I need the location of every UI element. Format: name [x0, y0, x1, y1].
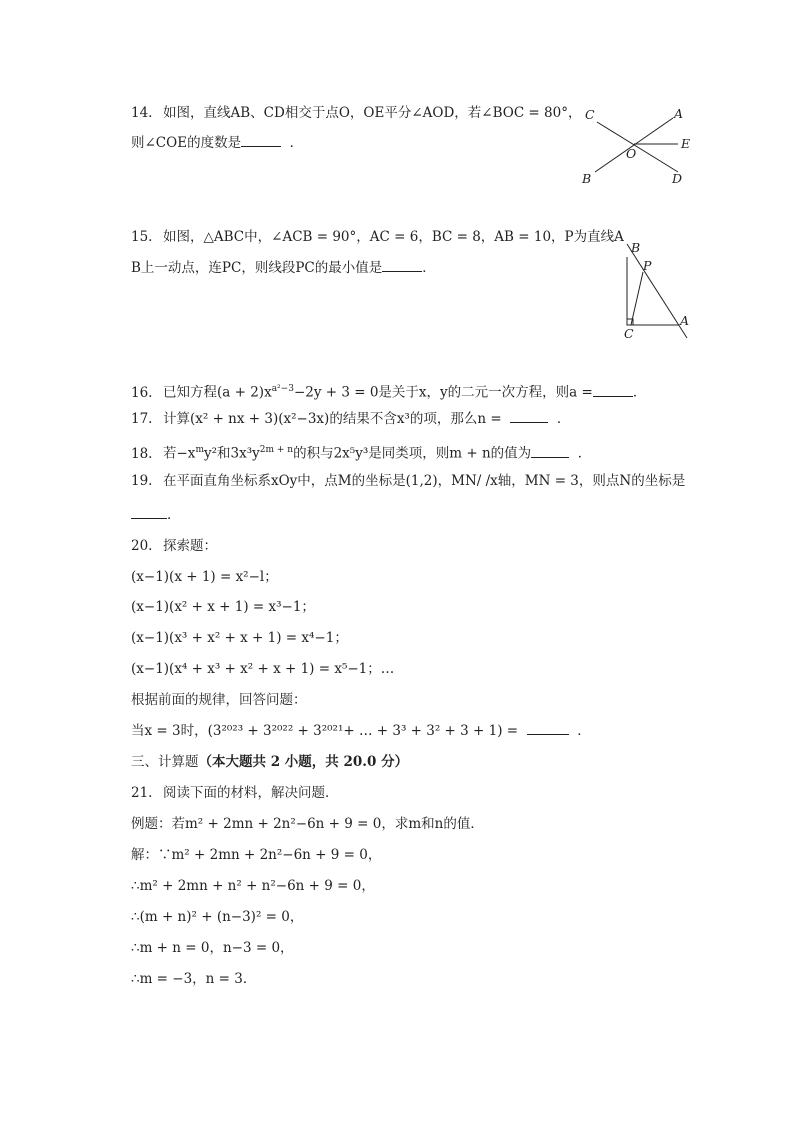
solution-step-1: 解：∵m² + 2mn + 2n²−6n + 9 = 0，	[131, 847, 382, 863]
question-text: 在平面直角坐标系xOy中，点M的坐标是(1,2)，MN/ /x轴，MN = 3，则点N的坐标是	[163, 473, 686, 489]
line-cd	[597, 122, 678, 172]
punctuation: ．	[422, 260, 436, 276]
answer-blank	[382, 259, 422, 272]
question-18	[131, 441, 591, 463]
equation-2: (x−1)(x² + x + 1) = x³−1；	[131, 599, 315, 615]
question-text: 计算(x² + nx + 3)(x²−3x)的结果不含x³的项，那么n =	[163, 411, 502, 427]
question-15-line2	[131, 259, 436, 277]
label-c: C	[624, 326, 634, 341]
line-ab	[627, 244, 690, 338]
punctuation: ．	[577, 723, 591, 739]
question-text: −2y + 3 = 0是关于x，y的二元一次方程，则a =	[293, 384, 593, 401]
question-number: 19.	[131, 473, 153, 489]
question-text: 则∠COE的度数是	[131, 135, 242, 151]
exponent: m	[195, 445, 204, 455]
question-number: 18.	[131, 445, 153, 462]
question-19-line1	[131, 472, 685, 490]
question-16	[131, 380, 646, 402]
question-20-title	[131, 537, 217, 555]
question-number: 20.	[131, 538, 153, 554]
answer-blank	[131, 506, 167, 519]
equation-4: (x−1)(x⁴ + x³ + x² + x + 1) = x⁵−1；…	[131, 661, 395, 677]
question-15-line1	[131, 228, 624, 246]
question-17	[131, 410, 570, 428]
question-text: 探索题：	[163, 538, 217, 554]
figure-intersecting-lines	[570, 100, 700, 190]
question-21-intro	[131, 784, 339, 802]
label-b: B	[582, 171, 592, 186]
punctuation: ．	[632, 384, 647, 401]
exponent: a²−3	[271, 384, 294, 394]
line-ab	[595, 118, 673, 172]
question-text: 如图，直线AB、CD相交于点O，OE平分∠AOD，若∠BOC = 80°，	[163, 105, 582, 121]
solution-step-3: ∴(m + n)² + (n−3)² = 0，	[131, 909, 304, 925]
punctuation: ．	[577, 445, 592, 462]
question-text: B上一动点，连PC，则线段PC的最小值是	[131, 260, 383, 276]
label-c: C	[585, 107, 595, 122]
question-number: 16.	[131, 384, 153, 401]
segment-pc	[631, 272, 643, 325]
example-text: 例题：若m² + 2mn + 2n²−6n + 9 = 0，求m和n的值．	[131, 816, 484, 832]
punctuation: ．	[289, 135, 304, 151]
section-subtitle: （本大题共 2 小题，共 20.0 分）	[198, 754, 409, 770]
equation-1: (x−1)(x + 1) = x²−l；	[131, 569, 278, 585]
question-text: 当x = 3时，(3²⁰²³ + 3²⁰²² + 3²⁰²¹+ … + 3³ + 3² + 3 + 1) =	[131, 723, 519, 739]
question-20-ask	[131, 722, 591, 740]
label-d: D	[672, 171, 683, 186]
question-14-line2	[131, 134, 303, 152]
question-text: 如图，△ABC中，∠ACB = 90°，AC = 6，BC = 8，AB = 10，P为直线A	[163, 229, 624, 245]
question-number: 21.	[131, 785, 153, 801]
section-3-heading	[131, 753, 408, 771]
section-title: 三、计算题	[131, 754, 199, 770]
label-p: P	[643, 258, 652, 273]
equation-3: (x−1)(x³ + x² + x + 1) = x⁴−1；	[131, 630, 348, 646]
answer-blank	[527, 722, 569, 735]
exponent: 2m + n	[259, 445, 294, 455]
rule-text: 根据前面的规律，回答问题：	[131, 692, 307, 708]
punctuation: ．	[167, 507, 181, 523]
punctuation: ．	[556, 411, 571, 427]
question-19-line2	[131, 506, 181, 524]
question-text: 若−x	[163, 445, 196, 462]
answer-blank	[593, 384, 633, 397]
solution-step-2: ∴m² + 2mn + n² + n²−6n + 9 = 0，	[131, 878, 375, 894]
question-text: 的积与2x⁵y³是同类项，则m + n的值为	[293, 445, 532, 462]
label-a: A	[674, 106, 684, 121]
question-number: 15.	[131, 229, 153, 245]
answer-blank	[241, 134, 281, 147]
label-a: A	[680, 313, 690, 328]
question-14-line1	[131, 104, 581, 122]
label-b: B	[631, 240, 641, 255]
question-number: 14.	[131, 105, 153, 121]
question-text: y²和3x³y	[203, 445, 260, 462]
solution-step-5: ∴m = −3，n = 3．	[131, 971, 257, 987]
question-text: 已知方程(a + 2)x	[163, 384, 272, 401]
answer-blank	[510, 410, 548, 423]
label-e: E	[681, 136, 691, 151]
question-number: 17.	[131, 411, 153, 427]
solution-step-4: ∴m + n = 0，n−3 = 0，	[131, 940, 294, 956]
question-text: 阅读下面的材料，解决问题．	[163, 785, 339, 801]
label-o: O	[626, 146, 637, 161]
figure-right-triangle	[605, 232, 705, 344]
answer-blank	[531, 445, 569, 458]
